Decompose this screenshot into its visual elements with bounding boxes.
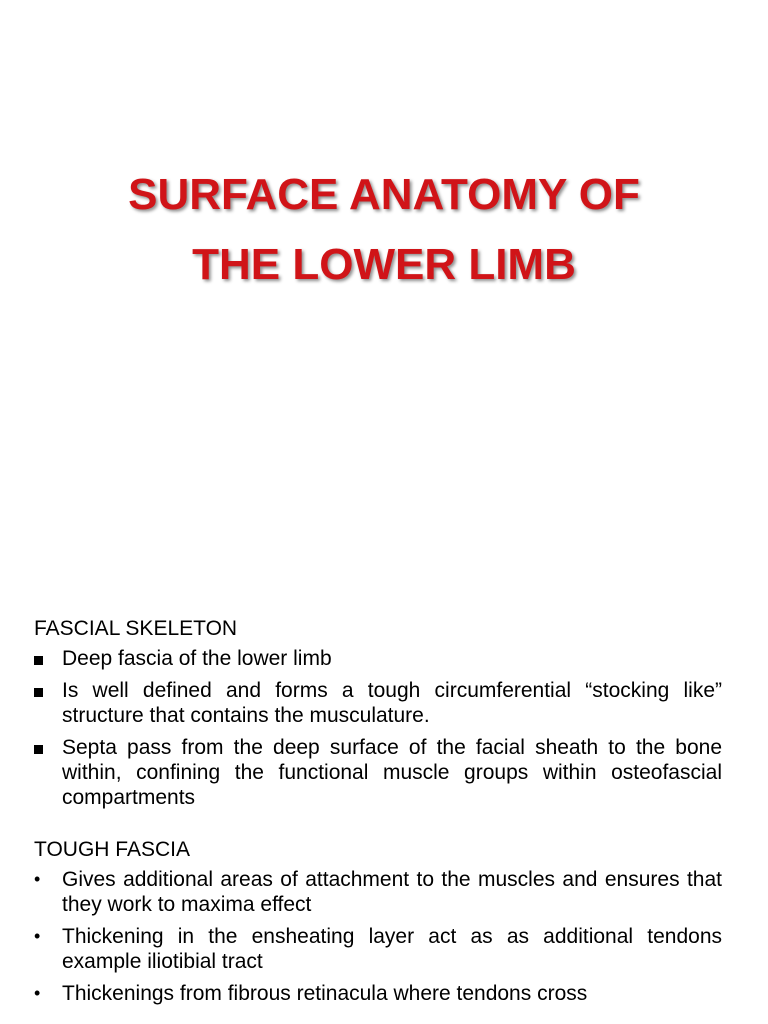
square-bullet-icon bbox=[34, 646, 54, 671]
tough-fascia-list bbox=[34, 867, 722, 1006]
list-item bbox=[34, 981, 722, 1006]
list-item-text: Gives additional areas of attachment to the muscles and ensures that they work to maxima effect bbox=[62, 868, 722, 916]
section-heading-tough-fascia: TOUGH FASCIA bbox=[34, 838, 190, 861]
round-bullet-icon: • bbox=[34, 926, 41, 946]
list-item-text: Thickenings from fibrous retinacula where tendons cross bbox=[62, 982, 588, 1005]
square-bullet-icon bbox=[34, 678, 54, 703]
list-item bbox=[34, 735, 722, 810]
round-bullet-icon: • bbox=[34, 869, 41, 889]
list-item-text: Thickening in the ensheating layer act as as additional tendons example iliotibial tract bbox=[62, 925, 722, 973]
content-slide bbox=[0, 600, 768, 1024]
list-item bbox=[34, 867, 722, 917]
slide-body bbox=[34, 616, 722, 1013]
title-line-1: SURFACE ANATOMY OF bbox=[128, 170, 640, 219]
section-heading-fascial-skeleton: FASCIAL SKELETON bbox=[34, 617, 238, 640]
list-item bbox=[34, 678, 722, 728]
fascial-skeleton-list bbox=[34, 646, 722, 810]
list-item-text: Septa pass from the deep surface of the facial sheath to the bone within, confining the functional muscle groups within osteofascial compartments bbox=[62, 736, 722, 809]
title-line-2: THE LOWER LIMB bbox=[192, 240, 576, 289]
list-item bbox=[34, 646, 722, 671]
slide-title bbox=[40, 160, 728, 300]
list-item-text: Deep fascia of the lower limb bbox=[62, 647, 332, 670]
square-bullet-icon bbox=[34, 735, 54, 760]
list-item-text: Is well defined and forms a tough circumferential “stocking like” structure that contains the musculature. bbox=[62, 679, 722, 727]
round-bullet-icon: • bbox=[34, 983, 41, 1003]
list-item bbox=[34, 924, 722, 974]
